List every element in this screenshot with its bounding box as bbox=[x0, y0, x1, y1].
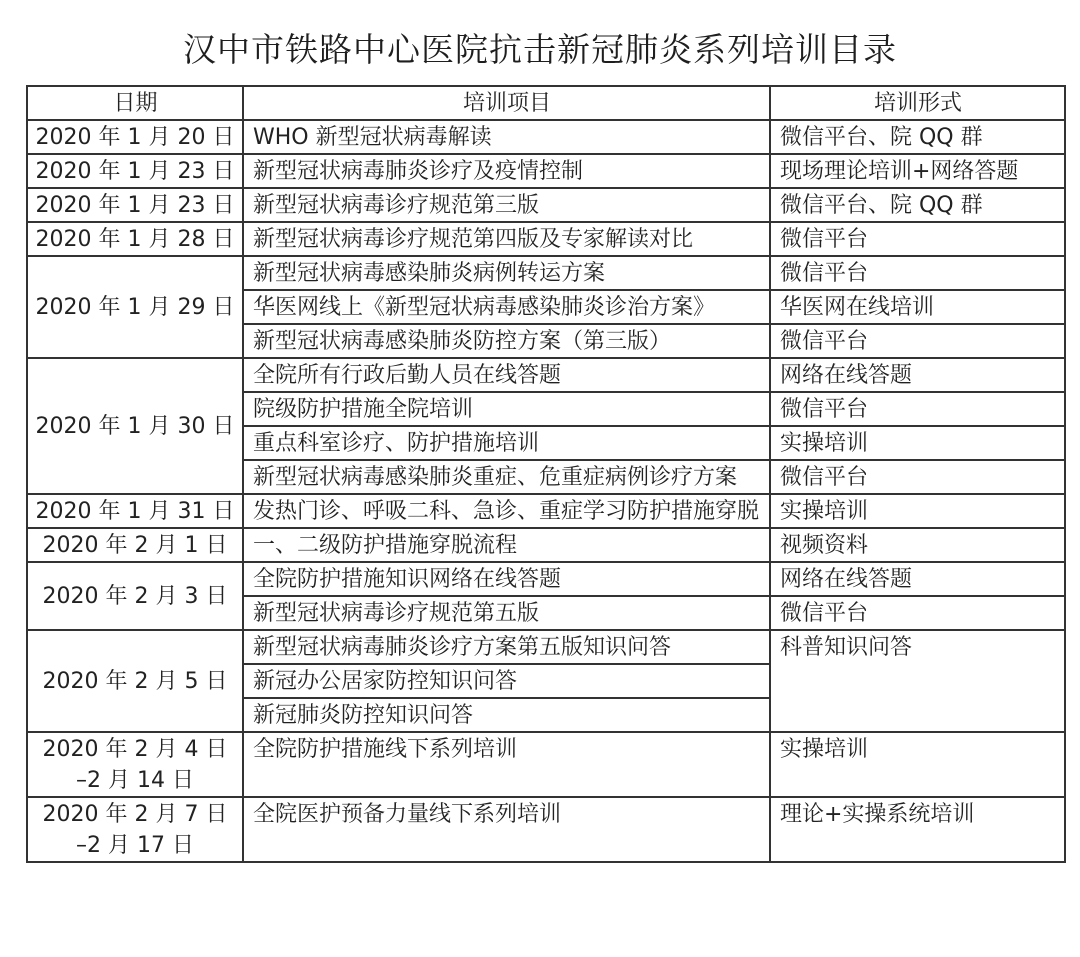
table-row bbox=[27, 562, 1065, 596]
date-line: 2020 年 1 月 28 日 bbox=[35, 227, 235, 252]
date-line: 2020 年 1 月 30 日 bbox=[35, 414, 235, 439]
training-form-cell: 网络在线答题 bbox=[770, 562, 1065, 596]
date-line: 2020 年 2 月 4 日 bbox=[42, 737, 228, 762]
training-item-cell: WHO 新型冠状病毒解读 bbox=[243, 120, 770, 154]
training-form-cell: 微信平台 bbox=[770, 460, 1065, 494]
training-item-cell: 发热门诊、呼吸二科、急诊、重症学习防护措施穿脱 bbox=[243, 494, 770, 528]
date-cell bbox=[27, 528, 243, 562]
header-date: 日期 bbox=[27, 86, 243, 120]
date-cell bbox=[27, 732, 243, 797]
training-schedule-table bbox=[26, 85, 1066, 863]
date-cell bbox=[27, 154, 243, 188]
training-form-cell: 实操培训 bbox=[770, 494, 1065, 528]
table-row bbox=[27, 732, 1065, 797]
training-form-cell: 华医网在线培训 bbox=[770, 290, 1065, 324]
date-cell bbox=[27, 630, 243, 732]
training-form-cell: 微信平台、院 QQ 群 bbox=[770, 120, 1065, 154]
date-line: 2020 年 1 月 29 日 bbox=[35, 295, 235, 320]
document-title: 汉中市铁路中心医院抗击新冠肺炎系列培训目录 bbox=[183, 30, 897, 69]
training-item-cell: 重点科室诊疗、防护措施培训 bbox=[243, 426, 770, 460]
header-form: 培训形式 bbox=[770, 86, 1065, 120]
training-item-cell: 全院医护预备力量线下系列培训 bbox=[243, 797, 770, 862]
training-item-cell: 新型冠状病毒感染肺炎重症、危重症病例诊疗方案 bbox=[243, 460, 770, 494]
training-form-cell: 微信平台 bbox=[770, 392, 1065, 426]
table-row bbox=[27, 154, 1065, 188]
table-row bbox=[27, 797, 1065, 862]
training-item-cell: 全院防护措施知识网络在线答题 bbox=[243, 562, 770, 596]
training-form-cell: 实操培训 bbox=[770, 732, 1065, 797]
training-item-cell: 新型冠状病毒诊疗规范第五版 bbox=[243, 596, 770, 630]
table-row bbox=[27, 630, 1065, 664]
date-cell bbox=[27, 188, 243, 222]
training-form-cell: 微信平台、院 QQ 群 bbox=[770, 188, 1065, 222]
date-cell bbox=[27, 222, 243, 256]
date-line: 2020 年 2 月 3 日 bbox=[42, 584, 228, 609]
date-cell bbox=[27, 120, 243, 154]
date-line: 2020 年 1 月 23 日 bbox=[35, 159, 235, 184]
training-form-cell: 微信平台 bbox=[770, 222, 1065, 256]
table-row bbox=[27, 528, 1065, 562]
date-line: –2 月 14 日 bbox=[76, 768, 194, 793]
training-item-cell: 华医网线上《新型冠状病毒感染肺炎诊治方案》 bbox=[243, 290, 770, 324]
date-line: 2020 年 2 月 7 日 bbox=[42, 802, 228, 827]
training-form-cell: 理论+实操系统培训 bbox=[770, 797, 1065, 862]
training-form-cell: 微信平台 bbox=[770, 256, 1065, 290]
training-item-cell: 新型冠状病毒感染肺炎病例转运方案 bbox=[243, 256, 770, 290]
training-item-cell: 新冠肺炎防控知识问答 bbox=[243, 698, 770, 732]
date-line: 2020 年 1 月 20 日 bbox=[35, 125, 235, 150]
training-item-cell: 新型冠状病毒感染肺炎防控方案（第三版） bbox=[243, 324, 770, 358]
table-body bbox=[27, 120, 1065, 862]
header-item: 培训项目 bbox=[243, 86, 770, 120]
date-cell bbox=[27, 797, 243, 862]
date-line: –2 月 17 日 bbox=[76, 833, 194, 858]
date-line: 2020 年 1 月 31 日 bbox=[35, 499, 235, 524]
table-row bbox=[27, 120, 1065, 154]
date-cell bbox=[27, 256, 243, 358]
training-item-cell: 新型冠状病毒诊疗规范第三版 bbox=[243, 188, 770, 222]
training-form-cell: 科普知识问答 bbox=[770, 630, 1065, 732]
table-row bbox=[27, 188, 1065, 222]
training-item-cell: 院级防护措施全院培训 bbox=[243, 392, 770, 426]
training-form-cell: 网络在线答题 bbox=[770, 358, 1065, 392]
date-line: 2020 年 2 月 1 日 bbox=[42, 533, 228, 558]
training-item-cell: 新冠办公居家防控知识问答 bbox=[243, 664, 770, 698]
header-row bbox=[27, 86, 1065, 120]
training-form-cell: 微信平台 bbox=[770, 596, 1065, 630]
training-item-cell: 新型冠状病毒肺炎诊疗方案第五版知识问答 bbox=[243, 630, 770, 664]
training-form-cell: 现场理论培训+网络答题 bbox=[770, 154, 1065, 188]
training-form-cell: 实操培训 bbox=[770, 426, 1065, 460]
training-item-cell: 全院所有行政后勤人员在线答题 bbox=[243, 358, 770, 392]
table-row bbox=[27, 358, 1065, 392]
training-form-cell: 视频资料 bbox=[770, 528, 1065, 562]
table-row bbox=[27, 494, 1065, 528]
date-cell bbox=[27, 494, 243, 528]
date-line: 2020 年 1 月 23 日 bbox=[35, 193, 235, 218]
training-item-cell: 新型冠状病毒肺炎诊疗及疫情控制 bbox=[243, 154, 770, 188]
date-cell bbox=[27, 358, 243, 494]
training-form-cell: 微信平台 bbox=[770, 324, 1065, 358]
table-row bbox=[27, 222, 1065, 256]
training-item-cell: 全院防护措施线下系列培训 bbox=[243, 732, 770, 797]
date-cell bbox=[27, 562, 243, 630]
date-line: 2020 年 2 月 5 日 bbox=[42, 669, 228, 694]
training-item-cell: 新型冠状病毒诊疗规范第四版及专家解读对比 bbox=[243, 222, 770, 256]
training-item-cell: 一、二级防护措施穿脱流程 bbox=[243, 528, 770, 562]
table-row bbox=[27, 256, 1065, 290]
